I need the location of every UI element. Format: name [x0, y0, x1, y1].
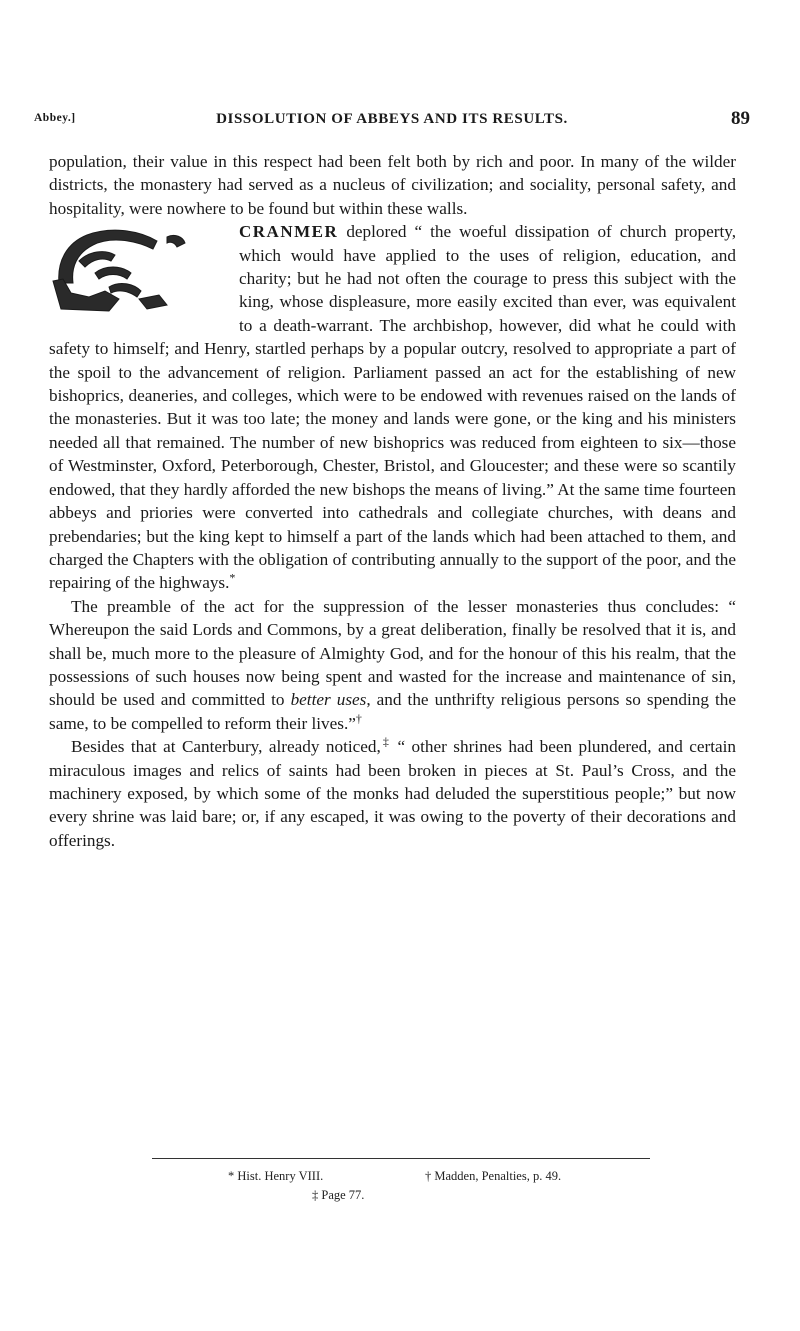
emphasis-text: better uses: [290, 690, 367, 710]
footnote-marker: *: [229, 570, 236, 585]
decorative-initial-illustration: [49, 221, 229, 316]
page-number: 89: [731, 108, 750, 129]
running-head-left: Abbey.]: [34, 112, 76, 124]
footnote-marker: †: [355, 711, 362, 726]
paragraph-text: Besides that at Canterbury, already noticed,: [71, 737, 381, 757]
footnote: * Hist. Henry VIII.: [228, 1169, 324, 1183]
running-header: [34, 108, 750, 134]
paragraph: [49, 220, 736, 595]
paragraph-text: deplored “ the woeful dissipation of church property, which would have applied to the uses of religion, education, and charity; but he had not often the courage to press this subject with the king, whose displeasure, more easily excited than ever, was equivalent to a death-warrant. The archbishop, however, did what he could with safety to himself; and Henry, startled perhaps by a popular outcry, resolved to appropriate a part of the spoil to the advancement of religion. Parliament passed an act for the establishing of new bishoprics, deaneries, and colleges, which were to be endowed with revenues raised on the lands of the monasteries. But it was too late; the money and lands were gone, or the king and his ministers needed all that remained. The number of new bishoprics was reduced from eighteen to six—those of Westminster, Oxford, Peterborough, Chester, Bristol, and Gloucester; and these were so scantily endowed, that they hardly afforded the new bishops the means of living.” At the same time fourteen abbeys and priories were converted into cathedrals and collegiate churches, with deans and prebendaries; but the king kept to himself a part of the lands which had been attached to them, and charged the Chapters with the obligation of contributing annually to the support of the poor, and the repairing of the highways.: [49, 222, 736, 593]
footnote: ‡ Page 77.: [312, 1188, 365, 1202]
ornament-image: [49, 221, 229, 316]
paragraph: population, their value in this respect had been felt both by rich and poor. In many of the wilder districts, the monastery had served as a nucleus of civilization; and sociality, personal safety, and hospitality, were nowhere to be found but within these walls.: [49, 152, 736, 218]
paragraph: [49, 735, 736, 852]
initial-word: CRANMER: [239, 222, 339, 242]
footnote-marker: ‡: [380, 734, 392, 749]
paragraph-text: “ other shrines had been plundered, and certain miraculous images and relics of saints had been broken in pieces at St. Paul’s Cross, and the machinery exposed, by which some of the monks had deluded the superstitious people;” but now every shrine was laid bare; or, if any escaped, it was owing to the poverty of their decorations and offerings.: [49, 737, 736, 850]
footnote-rule: [152, 1158, 650, 1159]
footnote: † Madden, Penalties, p. 49.: [425, 1169, 562, 1183]
paragraph-text: , and the unthrifty religious persons so spending the same, to be compelled to reform their lives.”: [49, 690, 736, 733]
paragraph: [49, 595, 736, 735]
paragraph-text: The preamble of the act for the suppression of the lesser monasteries thus concludes: “ Whereupon the said Lords and Commons, by a great deliberation, finally be resolved that it is, and shall be, much more to the pleasure of Almighty God, and for the honour of this his realm, that the possessions of such houses now being spent and wasted for the increase and maintenance of sin, should be used and committed to: [49, 596, 736, 710]
running-title: DISSOLUTION OF ABBEYS AND ITS RESULTS.: [216, 111, 568, 127]
body-text: [49, 150, 736, 852]
